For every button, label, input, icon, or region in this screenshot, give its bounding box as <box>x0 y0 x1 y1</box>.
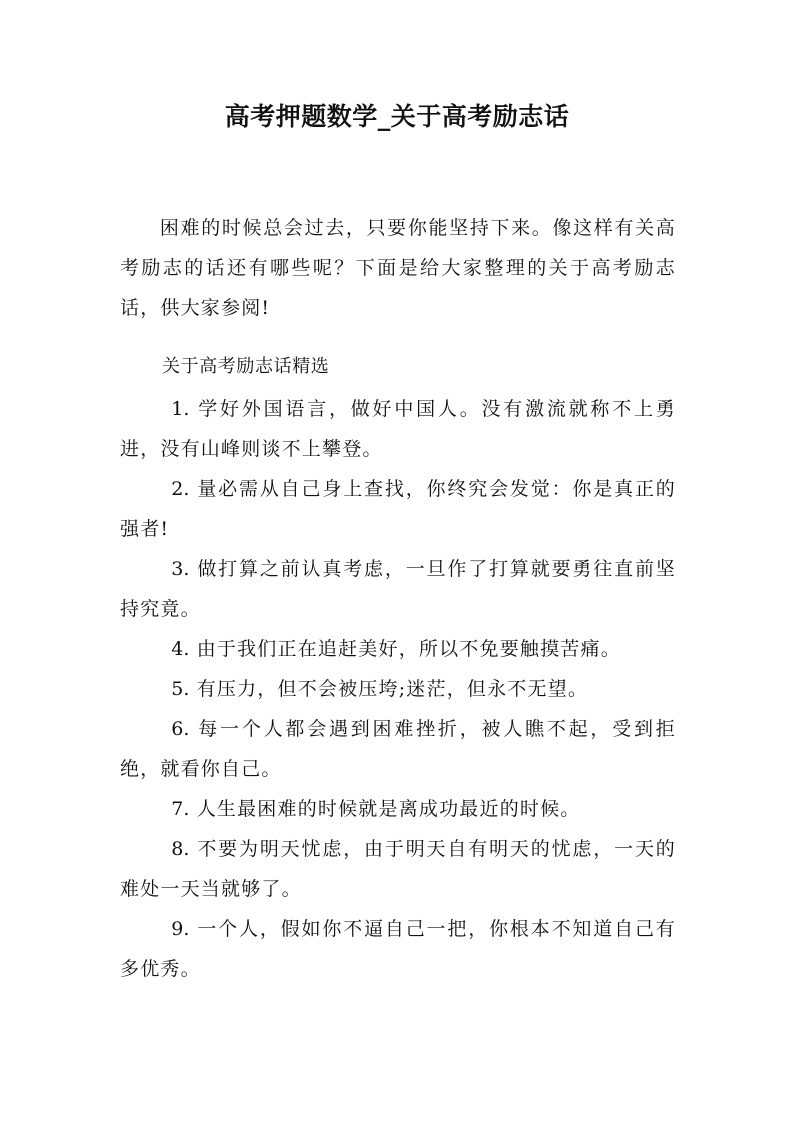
quote-list <box>120 389 676 989</box>
list-item <box>120 829 676 909</box>
item-text: 做打算之前认真考虑，一旦作了打算就要勇往直前坚持究竟。 <box>120 558 676 620</box>
item-text: 学好外国语言，做好中国人。没有激流就称不上勇进，没有山峰则谈不上攀登。 <box>120 398 676 460</box>
item-text: 有压力，但不会被压垮;迷茫，但永不无望。 <box>196 678 589 700</box>
list-item <box>120 549 676 629</box>
item-text: 人生最困难的时候就是离成功最近的时候。 <box>196 798 581 820</box>
list-item <box>120 669 676 709</box>
list-item <box>120 909 676 989</box>
list-item <box>120 389 676 469</box>
list-item <box>120 469 676 549</box>
item-number: 4. <box>171 638 190 660</box>
item-number: 3. <box>171 558 190 580</box>
item-text: 由于我们正在追赶美好，所以不免要触摸苦痛。 <box>196 638 621 660</box>
list-item <box>120 629 676 669</box>
item-number: 6. <box>171 718 190 740</box>
intro-paragraph: 困难的时候总会过去，只要你能坚持下来。像这样有关高考励志的话还有哪些呢？下面是给大家整理的关于高考励志话，供大家参阅! <box>120 217 676 319</box>
item-text: 每一个人都会遇到困难挫折，被人瞧不起，受到拒绝，就看你自己。 <box>120 718 676 780</box>
document-title: 高考押题数学_关于高考励志话 <box>224 102 570 131</box>
list-item <box>120 789 676 829</box>
item-number: 5. <box>171 678 190 700</box>
item-number: 8. <box>171 838 190 860</box>
item-number: 1. <box>171 398 190 420</box>
section-heading: 关于高考励志话精选 <box>162 356 330 377</box>
list-item <box>120 709 676 789</box>
item-text: 不要为明天忧虑，由于明天自有明天的忧虑，一天的难处一天当就够了。 <box>120 838 676 900</box>
item-number: 2. <box>171 478 190 500</box>
item-number: 9. <box>171 918 190 940</box>
item-text: 量必需从自己身上查找，你终究会发觉：你是真正的强者! <box>120 478 676 540</box>
item-number: 7. <box>171 798 190 820</box>
item-text: 一个人，假如你不逼自己一把，你根本不知道自己有多优秀。 <box>120 918 676 980</box>
